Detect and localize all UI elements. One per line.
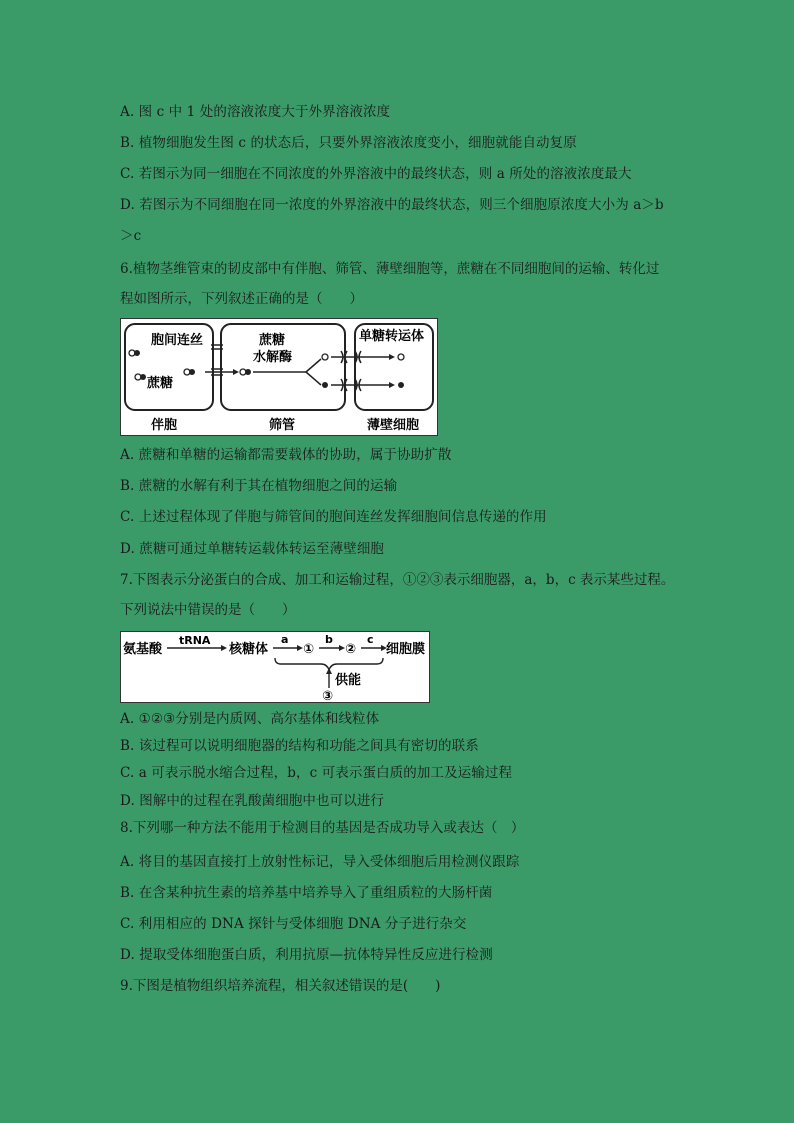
q6-stem-line1: 6.植物茎维管束的韧皮部中有伴胞、筛管、薄壁细胞等，蔗糖在不同细胞间的运输、转化过 [120, 261, 660, 277]
sucrose-transport-diagram [121, 319, 437, 435]
label-process-c: c [367, 633, 374, 646]
label-enzyme-1: 蔗糖 [259, 333, 286, 348]
label-organelle-2: ② [345, 642, 357, 657]
label-enzyme-2: 水解酶 [253, 350, 293, 365]
q8-option-a: A. 将目的基因直接打上放射性标记，导入受体细胞后用检测仪跟踪 [120, 854, 520, 870]
q6-figure [120, 318, 438, 436]
monosaccharide-transporter-icon [331, 351, 404, 391]
q7-option-b: B. 该过程可以说明细胞器的结构和功能之间具有密切的联系 [120, 738, 479, 754]
q5-option-a: A. 图 c 中 1 处的溶液浓度大于外界溶液浓度 [120, 104, 391, 120]
label-ribosome: 核糖体 [229, 642, 269, 657]
label-energy: 供能 [335, 673, 362, 688]
q5-option-b: B. 植物细胞发生图 c 的状态后，只要外界溶液浓度变小，细胞就能自动复原 [120, 135, 577, 151]
q6-stem-line2: 程如图所示，下列叙述正确的是（ ） [120, 291, 363, 307]
q6-option-c: C. 上述过程体现了伴胞与筛管间的胞间连丝发挥细胞间信息传递的作用 [120, 509, 547, 525]
q5-option-d-cont: ＞c [120, 228, 142, 244]
label-transporter: 单糖转运体 [359, 329, 425, 344]
q7-option-c: C. a 可表示脱水缩合过程，b，c 可表示蛋白质的加工及运输过程 [120, 765, 513, 781]
label-cell-membrane: 细胞膜 [386, 642, 426, 657]
q9-stem: 9.下图是植物组织培养流程，相关叙述错误的是( ) [120, 978, 441, 994]
secretory-protein-flow-diagram [121, 632, 429, 702]
label-organelle-3: ③ [322, 689, 334, 702]
label-trna: tRNA [179, 634, 211, 647]
q7-option-a: A. ①②③分别是内质网、高尔基体和线粒体 [120, 711, 380, 727]
q7-stem-line1: 7.下图表示分泌蛋白的合成、加工和运输过程，①②③表示细胞器，a，b，c 表示某些过程。 [120, 572, 675, 588]
q6-option-a: A. 蔗糖和单糖的运输都需要载体的协助，属于协助扩散 [120, 447, 452, 463]
q6-option-b: B. 蔗糖的水解有利于其在植物细胞之间的运输 [120, 478, 398, 494]
q5-option-d: D. 若图示为不同细胞在同一浓度的外界溶液中的最终状态，则三个细胞原浓度大小为 a＞b [120, 197, 664, 213]
label-plasmodesmata: 胞间连丝 [151, 333, 204, 348]
q8-option-d: D. 提取受体细胞蛋白质，利用抗原—抗体特异性反应进行检测 [120, 947, 493, 963]
label-parenchyma: 薄壁细胞 [367, 418, 420, 433]
q8-option-c: C. 利用相应的 DNA 探针与受体细胞 DNA 分子进行杂交 [120, 916, 467, 932]
label-sucrose: 蔗糖 [147, 376, 174, 391]
q8-stem: 8.下列哪一种方法不能用于检测目的基因是否成功导入或表达（ ） [120, 820, 525, 836]
q7-option-d: D. 图解中的过程在乳酸菌细胞中也可以进行 [120, 793, 385, 809]
q7-stem-line2: 下列说法中错误的是（ ） [120, 602, 296, 618]
label-process-b: b [325, 633, 333, 646]
label-organelle-1: ① [303, 642, 315, 657]
label-companion-cell: 伴胞 [151, 418, 178, 433]
label-sieve-tube: 筛管 [269, 418, 296, 433]
label-process-a: a [281, 633, 289, 646]
label-amino-acid: 氨基酸 [123, 642, 163, 657]
q7-figure [120, 631, 430, 703]
q6-option-d: D. 蔗糖可通过单糖转运载体转运至薄壁细胞 [120, 541, 385, 557]
q8-option-b: B. 在含某种抗生素的培养基中培养导入了重组质粒的大肠杆菌 [120, 885, 493, 901]
q5-option-c: C. 若图示为同一细胞在不同浓度的外界溶液中的最终状态，则 a 所处的溶液浓度最大 [120, 166, 632, 182]
